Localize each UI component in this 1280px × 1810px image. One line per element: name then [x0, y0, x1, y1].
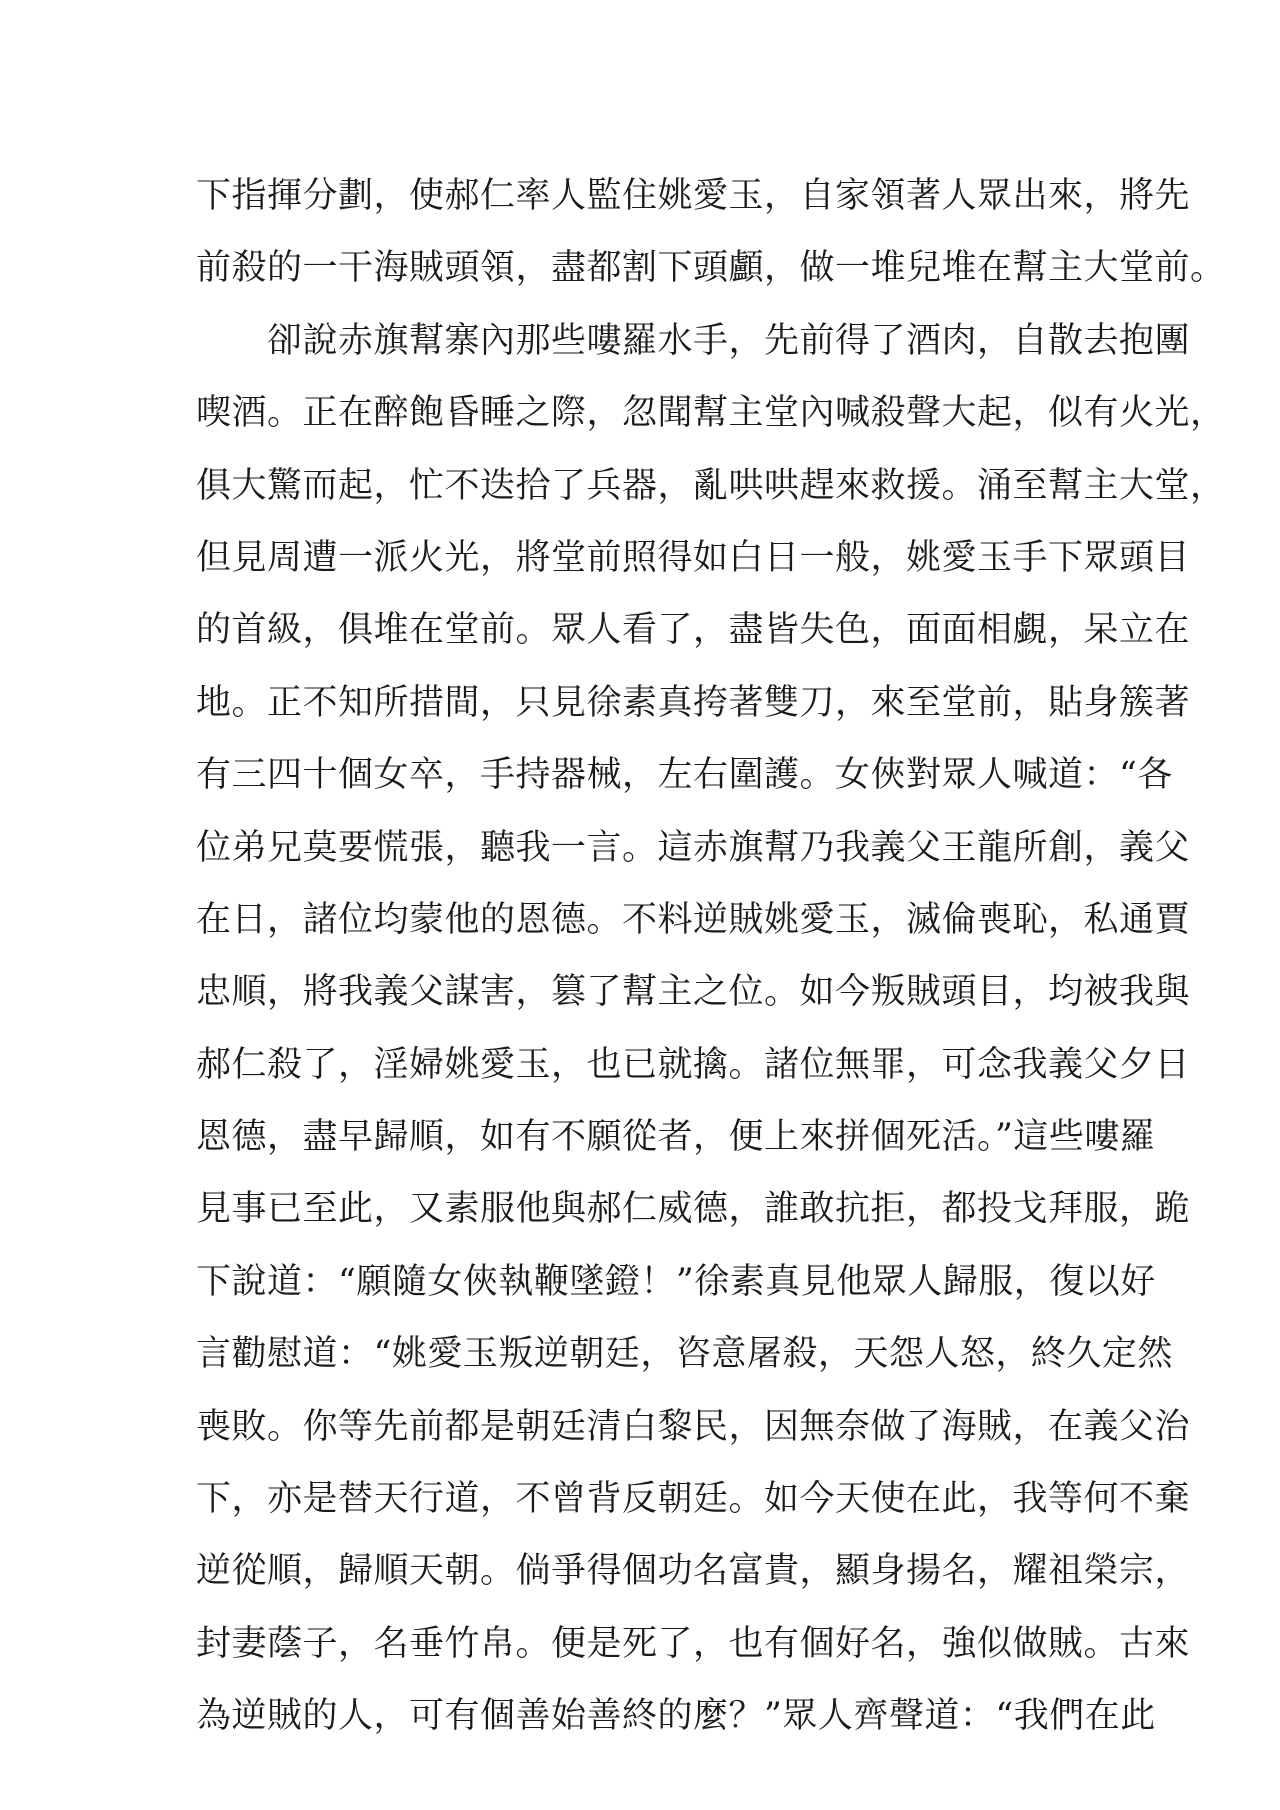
text-line: 喪敗。你等先前都是朝廷清白黎民，因無奈做了海賊，在義父治	[196, 1406, 1191, 1447]
text-line: 有三四十個女卒，手持器械，左右圍護。女俠對眾人喊道：“各	[196, 755, 1173, 796]
text-line: 在日，諸位均蒙他的恩德。不料逆賊姚愛玉，滅倫喪恥，私通賈	[196, 899, 1191, 940]
text-line: 喫酒。正在醉飽昏睡之際，忽聞幫主堂內喊殺聲大起，似有火光，	[196, 393, 1226, 434]
text-line: 位弟兄莫要慌張，聽我一言。這赤旗幫乃我義父王龍所創，義父	[196, 827, 1191, 868]
text-line: 恩德，盡早歸順，如有不願從者，便上來拼個死活。”這些嘍羅	[196, 1117, 1156, 1158]
text-line: 前殺的一干海賊頭領，盡都割下頭顱，做一堆兒堆在幫主大堂前。	[196, 248, 1226, 289]
text-line: 卻說赤旗幫寨內那些嘍羅水手，先前得了酒肉，自散去抱團	[196, 320, 1191, 361]
text-line: 逆從順，歸順天朝。倘爭得個功名富貴，顯身揚名，耀祖榮宗，	[196, 1551, 1191, 1592]
text-line: 地。正不知所措間，只見徐素真挎著雙刀，來至堂前，貼身簇著	[196, 682, 1191, 723]
text-line: 言勸慰道：“姚愛玉叛逆朝廷，咨意屠殺，天怨人怒，終久定然	[196, 1334, 1173, 1375]
text-line: 下指揮分劃，使郝仁率人監住姚愛玉，自家領著人眾出來，將先	[196, 176, 1191, 216]
text-line: 郝仁殺了，淫婦姚愛玉，也已就擒。諸位無罪，可念我義父夕日	[196, 1044, 1191, 1085]
text-line: 俱大驚而起，忙不迭拾了兵器，亂哄哄趕來救援。涌至幫主大堂，	[196, 465, 1226, 506]
text-line: 忠順，將我義父謀害，篡了幫主之位。如今叛賊頭目，均被我與	[196, 972, 1191, 1013]
text-line: 但見周遭一派火光，將堂前照得如白日一般，姚愛玉手下眾頭目	[196, 537, 1191, 578]
body-text	[196, 160, 1226, 1753]
text-line: 為逆賊的人，可有個善始善終的麼？”眾人齊聲道：“我們在此	[196, 1696, 1156, 1737]
text-line: 下說道：“願隨女俠執鞭墜鐙！”徐素真見他眾人歸服，復以好	[196, 1261, 1156, 1302]
text-line: 的首級，俱堆在堂前。眾人看了，盡皆失色，面面相覷，呆立在	[196, 610, 1191, 651]
text-line: 封妻蔭子，名垂竹帛。便是死了，也有個好名，強似做賊。古來	[196, 1623, 1191, 1664]
text-line: 見事已至此，又素服他與郝仁威德，誰敢抗拒，都投戈拜服，跪	[196, 1189, 1191, 1230]
text-line: 下，亦是替天行道，不曾背反朝廷。如今天使在此，我等何不棄	[196, 1479, 1191, 1520]
